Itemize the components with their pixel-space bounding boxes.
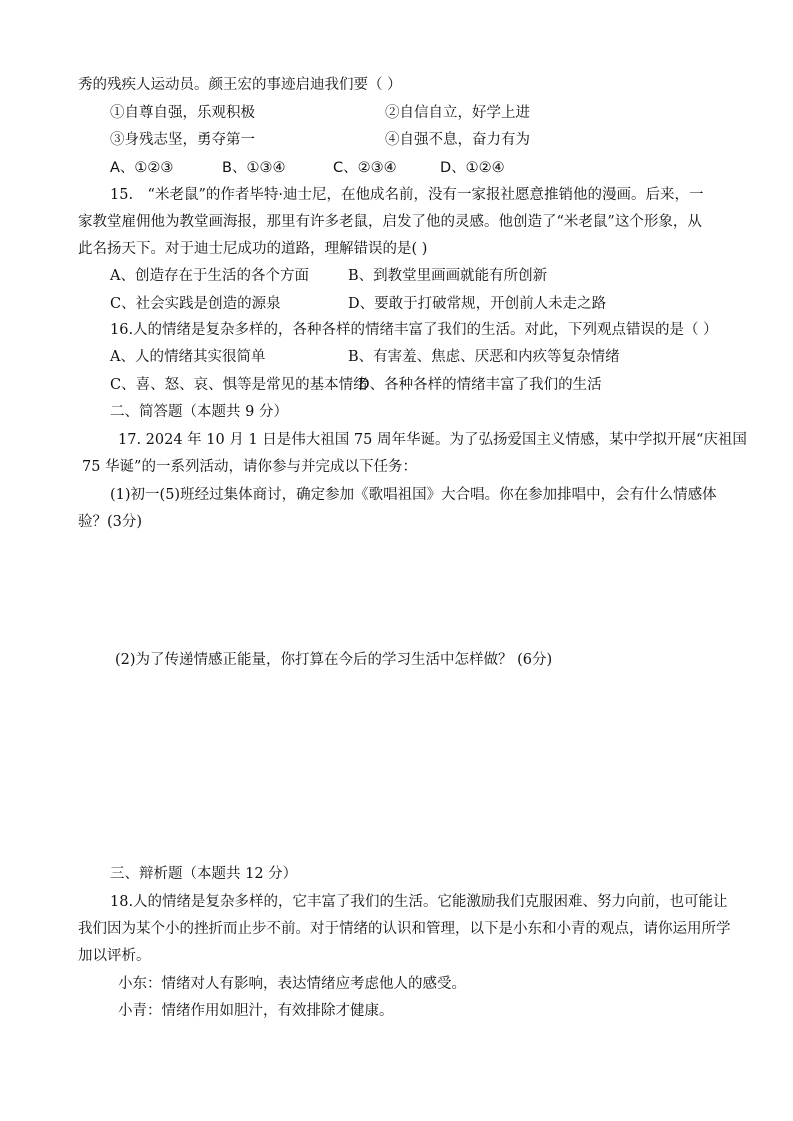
q18-view-xiaoqing: 小青：情绪作用如胆汁，有效排除才健康。 <box>118 1003 394 1019</box>
q14-option-3: ③身残志坚，勇夺第一 <box>110 132 255 148</box>
q18-view-xiaodong: 小东：情绪对人有影响，表达情绪应考虑他人的感受。 <box>118 976 466 992</box>
q15-option-c: C、社会实践是创造的源泉 <box>110 296 281 312</box>
q15-stem-line-2: 家教堂雇佣他为教堂画海报，那里有许多老鼠，启发了他的灵感。他创造了“米老鼠”这个形象，从 <box>78 214 702 230</box>
q15-option-b: B、到教堂里画画就能有所创新 <box>348 268 548 284</box>
q14-option-2: ②自信自立，好学上进 <box>385 105 530 121</box>
q14-option-4: ④自强不息，奋力有为 <box>385 132 530 148</box>
q15-option-a: A、创造存在于生活的各个方面 <box>110 268 309 284</box>
q17-stem-line-2: 75 华诞”的一系列活动，请你参与并完成以下任务： <box>82 459 417 475</box>
q14-choice-c: C、②③④ <box>333 160 397 176</box>
q15-option-d: D、要敢于打破常规，开创前人未走之路 <box>348 296 607 312</box>
q14-stem-tail: 秀的残疾人运动员。颜王宏的事迹启迪我们要（ ） <box>78 77 402 93</box>
q16-option-a: A、人的情绪其实很简单 <box>110 349 266 365</box>
q16-option-b: B、有害羞、焦虑、厌恶和内疚等复杂情绪 <box>348 349 620 365</box>
q17-sub-1-line-2: 验？(3分) <box>78 514 143 530</box>
q18-stem-line-1: 18.人的情绪是复杂多样的，它丰富了我们的生活。它能激励我们克服困难、努力向前，也可能让 <box>110 894 728 910</box>
q16-stem: 16.人的情绪是复杂多样的，各种各样的情绪丰富了我们的生活。对此，下列观点错误的是（ ） <box>110 322 718 338</box>
section-2-heading: 二、简答题（本题共 9 分） <box>110 404 288 420</box>
q14-choice-d: D、①②④ <box>440 160 505 176</box>
q14-option-1: ①自尊自强，乐观积极 <box>110 105 255 121</box>
q16-option-d: D、各种各样的情绪丰富了我们的生活 <box>358 377 602 393</box>
section-3-heading: 三、辩析题（本题共 12 分） <box>110 866 298 882</box>
q15-stem-line-1: 15. “米老鼠”的作者毕特·迪士尼，在他成名前，没有一家报社愿意推销他的漫画。后来，一 <box>110 187 704 203</box>
q18-stem-line-2: 我们因为某个小的挫折而止步不前。对于情绪的认识和管理，以下是小东和小青的观点，请你运用所学 <box>78 921 731 937</box>
q14-choice-b: B、①③④ <box>222 160 286 176</box>
q17-stem-line-1: 17. 2024 年 10 月 1 日是伟大祖国 75 周年华诞。为了弘扬爱国主义情感，某中学拟开展“庆祖国 <box>118 432 747 448</box>
q15-stem-line-3: 此名扬天下。对于迪士尼成功的道路，理解错误的是( ) <box>78 241 428 257</box>
q17-sub-1-line-1: (1)初一(5)班经过集体商讨，确定参加《歌唱祖国》大合唱。你在参加排唱中，会有什么情感体 <box>110 487 717 503</box>
q18-stem-line-3: 加以评析。 <box>78 948 151 964</box>
q17-sub-2: (2)为了传递情感正能量，你打算在今后的学习生活中怎样做？ (6分) <box>115 652 553 668</box>
q14-choice-a: A、①②③ <box>110 160 174 176</box>
q16-option-c: C、喜、怒、哀、惧等是常见的基本情绪 <box>110 377 368 393</box>
